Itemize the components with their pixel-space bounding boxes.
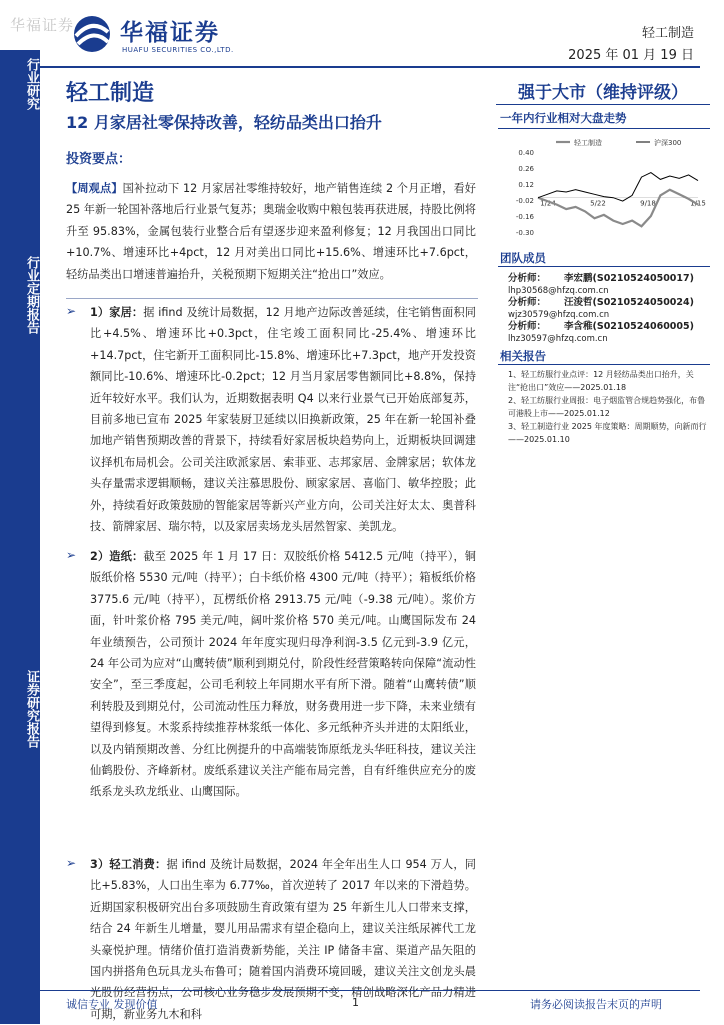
section-home-furnishing: 1）家居：据 ifind 及统计局数据，12 月地产边际改善延续，住宅销售面积同比+4.5%、增速环比+0.3pct，住宅竣工面积同比-25.4%、增速环比+14.7pct，住宅新开工面积同比-15.8%、增速环比+7.3pct，地产开发投资额同比-10.6%、增速环比-0.2pct；12 月当月家居零售额同比+8.8%，保持近年较好水平。我们认为，近期数据表明 Q4 以来行业景气已开始底部复苏，目前多地已宣布 2025 年家装厨卫延续以旧换新政策，25 年在新一轮国补叠加地产销售预期改善的背景下，持续看好家居板块趋势向上，近期板块回调建议择机布局机会。公司关注欧派家居、索菲亚、志邦家居、金牌家居；软体龙头存量需求逻辑顺畅，建议关注慕思股份、顾家家居、喜临门、敏华控股；此外，持续看好政策鼓励的智能家居等新兴产业方向，公司关注好太太、奥普科技、箭牌家居、瑞尔特，以及家居卖场龙头居然智家、美凯龙。	[90, 306, 476, 534]
related-report-2[interactable]: 2、轻工纺服行业周报：电子烟监管合规趋势强化，布鲁可港股上市——2025.01.12	[508, 396, 706, 418]
section-light-consumer: 3）轻工消费：据 ifind 及统计局数据，2024 年全年出生人口 954 万人，同比+5.83%，人口出生率为 6.77‰，首次逆转了 2017 年以来的下滑趋势。近期国家积极研究出台多项鼓励生育政策有望为 25 年新生儿人口带来支撑，结合 24 年新生儿增量，婴儿用品需求有望企稳向上，建议关注纸尿裤代工龙头豪悦护理。情绪价值打造消费新势能，关注 IP 储备丰富、渠道产品矢阻的国内拼搭角色玩具龙头布鲁可；随着国内消费环境回暖，建议关注文创龙头晨光股份经营拐点，公司核心业务稳步发展预期不变，精创战略深化产品力精进可期，新业务九木和科	[90, 858, 476, 1021]
company-logo	[70, 14, 250, 60]
chart-title-rule	[498, 128, 710, 129]
x-tick-label: 9/18	[640, 199, 656, 208]
paragraph-divider	[66, 298, 478, 299]
x-tick-label: 1/15	[690, 199, 706, 208]
header-divider	[40, 66, 700, 68]
team-analyst-3: 分析师： 李含稚(S0210524060005)	[508, 321, 694, 332]
team-email-1[interactable]: lhp30568@hfzq.com.cn	[508, 286, 609, 296]
related-title-rule	[498, 364, 710, 365]
footer-disclaimer: 请务必阅读报告末页的声明	[530, 998, 662, 1011]
page-number: 1	[352, 996, 359, 1009]
legend-label: 轻工制造	[574, 139, 602, 147]
section-paper: 2）造纸：截至 2025 年 1 月 17 日：双胶纸价格 5412.5 元/吨（持平），铜版纸价格 5530 元/吨（持平）；白卡纸价格 4300 元/吨（持平）；箱板纸价格 3775.6 元/吨（持平），瓦楞纸价格 2913.75 元/吨（-9.38 元/吨）。浆价方面，针叶浆价格 795 美元/吨，阔叶浆价格 570 美元/吨。山鹰国际发布 24 年业绩预告，公司预计 2024 年年度实现归母净利润-3.5 亿元到-3.9 亿元，24 年公司为应对“山鹰转债”顺利到期兑付，阶段性经营策略转向保障“流动性安全”，至三季度起，公司毛利较上年同期水平有所下滑。随着“山鹰转债”顺利转股及到期兑付，公司流动性压力释放，财务费用进一步下降，未来业绩有望得到修复。木浆系持续推荐林浆纸一体化、多元纸种齐头并进的太阳纸业，以及内销预期改善、分红比例提升的中高端装饰原纸龙头华旺科技，建议关注仙鹤股份、齐峰新材。废纸系建议关注产能布局完善，自有纤维供应充分的废纸系龙头玖龙纸业、山鹰国际。	[90, 550, 476, 799]
related-report-1[interactable]: 1、轻工纺服行业点评：12 月轻纺品类出口抬升，关注“抢出口”效应——2025.01.18	[508, 370, 694, 392]
sidebar-label-research: 行业研究	[24, 58, 39, 110]
rating: 强于大市（维持评级）	[518, 83, 688, 103]
y-tick-label: 0.26	[518, 165, 534, 173]
y-tick-label: -0.02	[515, 197, 534, 205]
sidebar	[0, 50, 40, 1024]
logo-mark-icon	[70, 14, 114, 54]
rating-divider	[496, 104, 710, 105]
series-line-csi300	[538, 173, 698, 202]
watermark: 华福证券	[10, 16, 75, 34]
team-email-3[interactable]: lhz30597@hfzq.com.cn	[508, 334, 608, 344]
y-tick-label: 0.12	[518, 181, 534, 189]
relative-performance-chart	[498, 134, 710, 242]
investment-points-label: 投资要点：	[66, 152, 132, 167]
bullet-icon: ➢	[66, 856, 77, 870]
weekly-view-label: 【周观点】	[66, 182, 123, 195]
team-title: 团队成员	[500, 251, 546, 265]
bullet-icon: ➢	[66, 548, 77, 562]
series-line-light-industry	[538, 190, 698, 227]
logo-name-cn: 华福证券	[120, 20, 220, 46]
sidebar-label-periodic-report: 行业定期报告	[24, 256, 39, 334]
footer-slogan: 诚信专业 发现价值	[66, 998, 158, 1011]
bullet-icon: ➢	[66, 304, 77, 318]
weekly-view-paragraph: 【周观点】国补拉动下 12 月家居社零维持较好，地产销售连续 2 个月正增，看好 25 年新一轮国补落地后行业景气复苏；奥瑞金收购中粮包装再获进展，持股比例将升至 95.83%，金属包装行业整合后有望逐步迎来盈利修复；12 月我国出口同比+10.7%、增速环比+4pct，12 月对美出口同比+15.6%、增速环比+7.6pct，轻纺品类出口增速普遍抬升，关税预期下短期关注“抢出口”效应。	[66, 182, 476, 281]
team-email-2[interactable]: wjz30579@hfzq.com.cn	[508, 310, 610, 320]
x-tick-label: 5/22	[590, 199, 606, 208]
header-sector: 轻工制造	[641, 26, 694, 41]
chart-title: 一年内行业相对大盘走势	[500, 111, 627, 125]
page-title: 轻工制造	[66, 81, 155, 106]
y-tick-label: -0.30	[515, 229, 534, 237]
team-analyst-1: 分析师： 李宏鹏(S0210524050017)	[508, 273, 694, 284]
page-subtitle: 12 月家居社零保持改善，轻纺品类出口抬升	[66, 113, 382, 132]
y-tick-label: -0.16	[515, 213, 534, 221]
footer-divider	[40, 990, 700, 991]
header-date: 2025 年 01 月 19 日	[568, 48, 694, 63]
team-title-rule	[498, 266, 710, 267]
logo-name-en: HUAFU SECURITIES CO.,LTD.	[122, 46, 234, 54]
related-report-3[interactable]: 3、轻工制造行业 2025 年度策略：周期顺势，向新而行——2025.01.10	[508, 422, 707, 444]
legend-label: 沪深300	[654, 139, 682, 147]
y-tick-label: 0.40	[518, 149, 534, 157]
sidebar-label-securities-report: 证券研究报告	[24, 670, 39, 748]
team-analyst-2: 分析师： 汪浚哲(S0210524050024)	[508, 297, 694, 308]
x-tick-label: 1/24	[540, 199, 556, 208]
related-title: 相关报告	[500, 349, 546, 363]
